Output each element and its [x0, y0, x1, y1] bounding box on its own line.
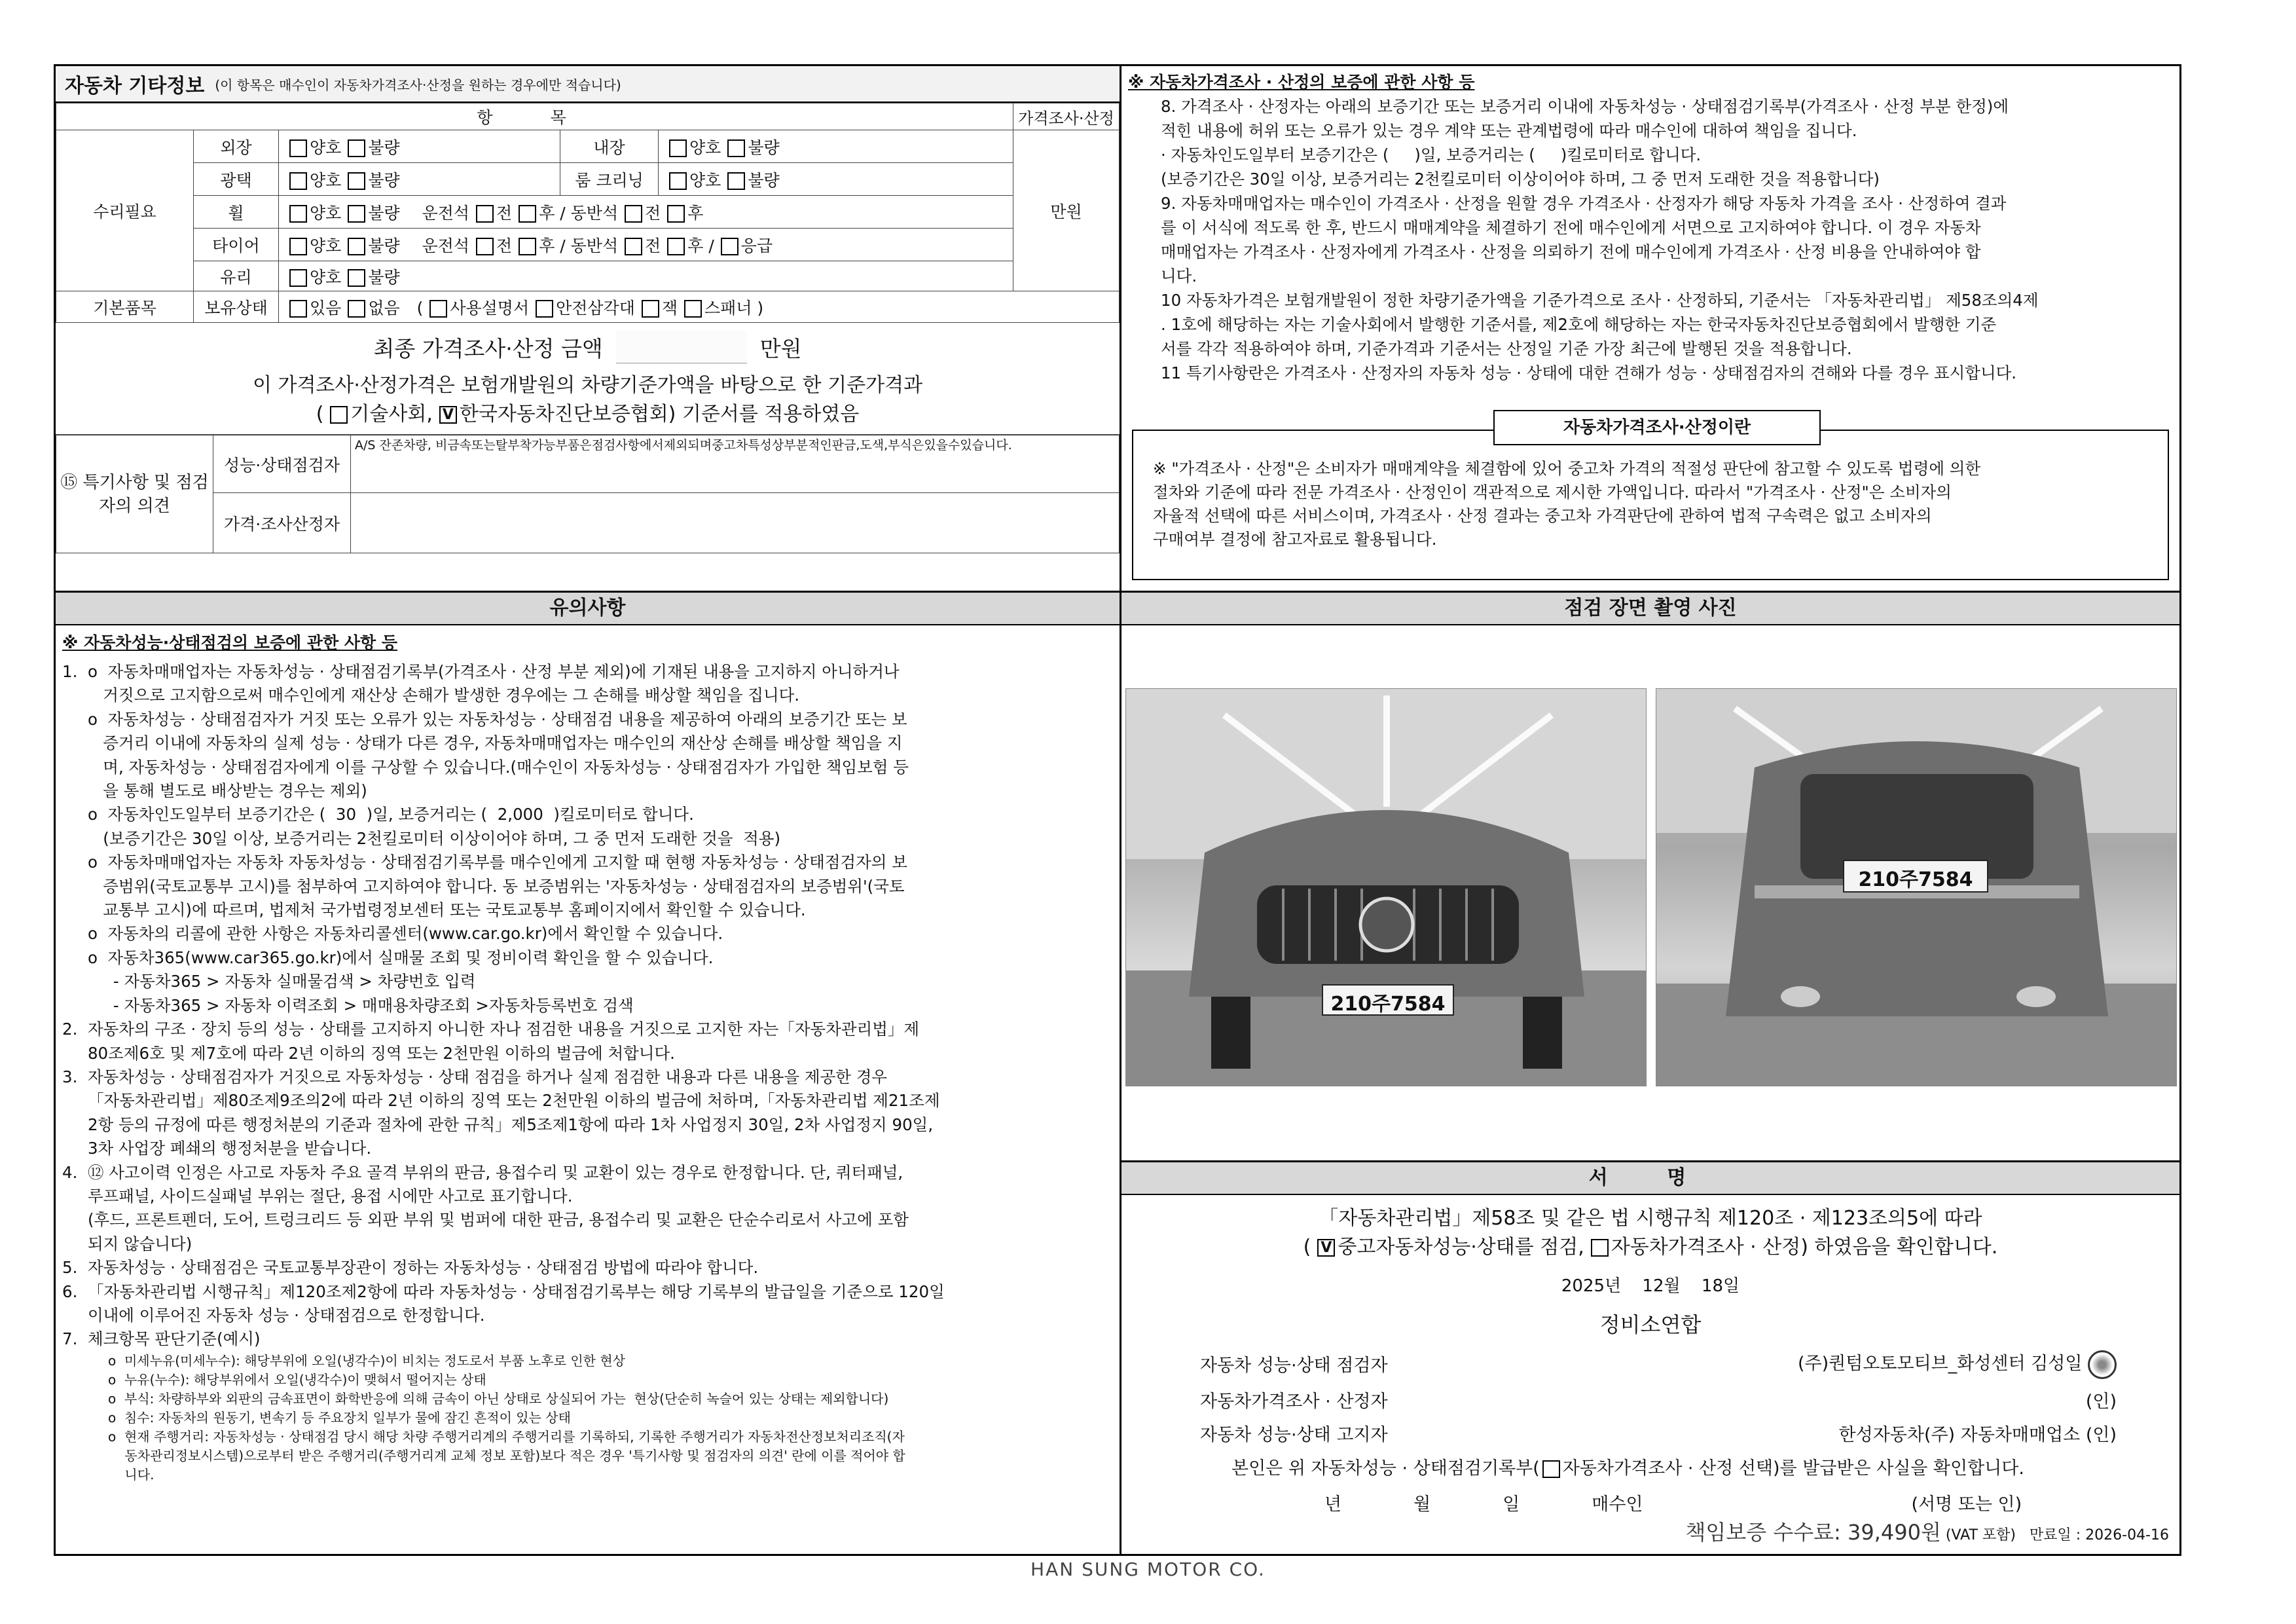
spanner-checkbox[interactable]: [684, 300, 702, 318]
rear-plate: 210주7584: [1858, 868, 1973, 891]
caution-title: 유의사항: [56, 593, 1120, 625]
notifier-role: 자동차 성능·상태 고지자: [1200, 1424, 1388, 1445]
footer-company: HAN SUNG MOTOR CO.: [1030, 1559, 1266, 1580]
tire-passenger-front-checkbox[interactable]: [625, 238, 642, 255]
caution-line: 5. 자동차성능 · 상태점검은 국토교통부장관이 정하는 자동차성능 · 상태점검 방법에 따라야 합니다.: [62, 1258, 759, 1278]
year-unit: 년: [1605, 1276, 1622, 1296]
criteria-line: o 부식: 차량하부와 외판의 금속표면이 화학반응에 의해 금속이 아닌 상태로 상실되어 가는 현상(단순히 녹슬어 있는 상태는 제외합니다): [108, 1390, 889, 1407]
has-checkbox[interactable]: [289, 300, 307, 318]
definition-line: 자율적 선택에 따른 서비스이며, 가격조사 · 산정 결과는 중고차 가격판단에 관하여 법적 구속력은 없고 소비자의: [1153, 506, 1932, 525]
col-price-header: 가격조사·산정: [1013, 103, 1120, 130]
rear-label: 후: [687, 203, 704, 223]
bad-label: 불량: [748, 170, 780, 190]
caution-line: (보증기간은 30일 이상, 보증거리는 2천킬로미터 이상이어야 하며, 그 중 먼저 도래한 것을 적용): [62, 828, 781, 848]
guarantee-section: [1121, 66, 2179, 593]
room-good-checkbox[interactable]: [669, 172, 687, 190]
photos-title: 점검 장면 촬영 사진: [1121, 593, 2179, 625]
caution-line: 4. ⑫ 사고이력 인정은 사고로 자동차 주요 골격 부위의 판금, 용접수리 및 교환이 있는 경우로 한정합니다. 단, 쿼터패널,: [62, 1162, 903, 1182]
final-amount-label: 최종 가격조사·산정 금액: [373, 335, 603, 361]
caution-line: 며, 자동차성능 · 상태점검자에게 이를 구상할 수 있습니다.(매수인이 자동차성능 · 상태점검자가 가입한 책임보험 등: [62, 757, 909, 777]
caution-list: [62, 660, 1113, 1352]
rear-photo: [1656, 688, 2177, 1086]
row-glass-label: 유리: [194, 261, 279, 291]
caution-line: 80조제6호 및 제7호에 따라 2년 이하의 징역 또는 2천만원 이하의 벌금에 처합니다.: [62, 1043, 675, 1063]
exterior-bad-checkbox[interactable]: [348, 139, 365, 157]
caution-section: [56, 593, 1120, 1554]
guarantee-list: [1128, 94, 2173, 385]
wheel-passenger-front-checkbox[interactable]: [625, 205, 642, 223]
good-label: 양호: [310, 138, 342, 157]
basis-line1: 이 가격조사·산정가격은 보험개발원의 차량기준가액을 바탕으로 한 기준가격과: [252, 374, 923, 397]
confirm-line: [1231, 1454, 2179, 1479]
possession-label: 보유상태: [194, 291, 279, 323]
final-amount-input[interactable]: [616, 331, 747, 363]
guarantee-title: ※ 자동차가격조사 · 산정의 보증에 관한 사항 등: [1128, 73, 1475, 92]
inspector-role: 자동차 성능·상태 점검자: [1200, 1356, 1388, 1376]
bad-label: 불량: [748, 138, 780, 157]
buyer-day-unit: 일: [1503, 1494, 1520, 1515]
caution-line: 3차 사업장 폐쇄의 행정처분을 받습니다.: [62, 1139, 372, 1158]
caution-line: 교통부 고시)에 따르며, 법제처 국가법령정보센터 또는 국토교통부 홈페이지에서 확인할 수 있습니다.: [62, 900, 806, 920]
front-label: 전: [645, 236, 661, 255]
tire-driver-rear-checkbox[interactable]: [519, 238, 536, 255]
appraiser-role: 자동차가격조사 · 산정자: [1200, 1391, 1388, 1412]
bad-label: 불량: [368, 203, 400, 223]
wheel-good-checkbox[interactable]: [289, 205, 307, 223]
criteria-list: [62, 1352, 1113, 1485]
law-line: 「자동차관리법」제58조 및 같은 법 시행규칙 제120조 · 제123조의5에 따라: [1319, 1207, 1982, 1230]
other-info-title: 자동차 기타정보: [65, 75, 205, 98]
definition-line: 구매여부 결정에 참고자료로 활용됩니다.: [1153, 530, 1437, 549]
basis-opt1: 기술사회,: [350, 403, 433, 426]
law-statement: 「자동차관리법」제58조 및 같은 법 시행규칙 제120조 · 제123조의5에 따라 ( V 중고자동차성능·상태를 점검, 자동차가격조사 · 산정) 하였음을 확인합니다.: [1121, 1204, 2179, 1262]
issue-year: 2025: [1561, 1276, 1605, 1296]
none-checkbox[interactable]: [348, 300, 365, 318]
seal-icon: [2088, 1350, 2117, 1379]
criteria-line: o 침수: 자동차의 원동기, 변속기 등 주요장치 일부가 물에 잠긴 흔적이 있는 상태: [108, 1409, 571, 1426]
buyer-year-unit: 년: [1324, 1494, 1342, 1515]
left-column: [56, 66, 1121, 1554]
special-remarks-table: [56, 435, 1120, 553]
basis-tech-checkbox[interactable]: [330, 406, 348, 424]
signature-table: [1200, 1345, 2117, 1450]
bad-label: 불량: [368, 138, 400, 157]
row-room-label: 룸 크리닝: [560, 163, 659, 196]
appraiser-seal[interactable]: (인): [2085, 1391, 2117, 1412]
buyer-label: 매수인: [1592, 1494, 1643, 1515]
jack-label: 잭: [661, 298, 678, 318]
price-unit: 만원: [1013, 130, 1120, 291]
inspector-label: 성능·상태점검자: [213, 435, 351, 493]
front-photo: [1125, 688, 1647, 1086]
criteria-line: o 미세누유(미세누수): 해당부위에 오일(냉각수)이 비치는 정도로서 부품 노후로 인한 현상: [108, 1352, 625, 1369]
right-column: [1121, 66, 2179, 1554]
tire-good-checkbox[interactable]: [289, 238, 307, 255]
guarantee-line: 9. 자동차매매업자는 매수인이 가격조사 · 산정을 원할 경우 가격조사 · 산정자가 해당 자동차 가격을 조사 · 산정하여 결과: [1161, 194, 2007, 213]
row-tire-label: 타이어: [194, 229, 279, 261]
caution-body: [56, 625, 1120, 1490]
bad-label: 불량: [368, 170, 400, 190]
caution-line: - 자동차365 > 자동차 실매물검색 > 차량번호 입력: [62, 972, 476, 991]
other-info-table: 항 목 가격조사·산정 수리필요 외장 양호 불량 내장 양호 불량 만원 광택 양호 불량 룸 크리닝 양호 불량 휠 양호 불량 운전석 전 후 / 동반석 전 후 타이어 양호 불량 운전석 전 후 / 동반석 전 후 / 응급 유리 양호 불량 기본품목 보유상태 있음 없음 ( 사용설명서 안전삼각대 잭 스패너 ): [56, 103, 1120, 323]
tire-passenger-rear-checkbox[interactable]: [667, 238, 685, 255]
caution-line: 3. 자동차성능 · 상태점검자가 거짓으로 자동차성능 · 상태 점검을 하거나 실제 점검한 내용과 다른 내용을 제공한 경우: [62, 1067, 888, 1086]
criteria-line: o 누유(누수): 해당부위에서 오일(냉각수)이 맺혀서 떨어지는 상태: [108, 1371, 486, 1388]
buyer-row: [1324, 1490, 2176, 1515]
glass-bad-checkbox[interactable]: [348, 269, 365, 287]
appraisal-definition-title: 자동차가격조사·산정이란: [1493, 410, 1821, 445]
col-item-header: 항 목: [56, 103, 1013, 130]
tire-emergency-checkbox[interactable]: [721, 238, 738, 255]
tire-driver-front-checkbox[interactable]: [476, 238, 494, 255]
final-amount-unit: 만원: [759, 335, 802, 361]
signature-title: 서 명: [1121, 1162, 2179, 1195]
caution-line: o 자동차365(www.car365.go.kr)에서 실매물 조회 및 정비이력 확인을 할 수 있습니다.: [62, 948, 714, 967]
good-label: 양호: [310, 236, 342, 255]
guarantee-line: (보증기간은 30일 이상, 보증거리는 2천킬로미터 이상이어야 하며, 그 중 먼저 도래한 것을 적용합니다): [1161, 170, 1880, 189]
inspector-name: (주)퀀텀오토모티브_화성센터 김성일: [1798, 1354, 2083, 1374]
front-label: 전: [496, 236, 513, 255]
other-info-header: [56, 66, 1120, 103]
confirm-appraisal-checkbox[interactable]: [1542, 1460, 1560, 1478]
special-label: ⑮ 특기사항 및 점검자의 의견: [56, 435, 213, 553]
other-info-section: [56, 66, 1120, 593]
guarantee-line: . 1호에 해당하는 자는 기술사회에서 발행한 기준서를, 제2호에 해당하는 자는 한국자동차진단보증협회에서 발행한 기준: [1161, 315, 1997, 334]
guarantee-line: 니다.: [1161, 267, 1197, 286]
issue-date: [1121, 1272, 2179, 1297]
caution-line: o 자동차성능 · 상태점검자가 거짓 또는 오류가 있는 자동차성능 · 상태점검 내용을 제공하여 아래의 보증기간 또는 보: [62, 709, 907, 729]
driver-seat-label: 운전석: [422, 236, 470, 255]
rear-passenger-label: 후 / 동반석: [539, 236, 619, 255]
exterior-good-checkbox[interactable]: [289, 139, 307, 157]
definition-line: ※ "가격조사 · 산정"은 소비자가 매매계약을 체결함에 있어 중고차 가격의 적절성 판단에 참고할 수 있도록 법령에 의한: [1153, 459, 1981, 478]
wheel-bad-checkbox[interactable]: [348, 205, 365, 223]
good-label: 양호: [689, 138, 721, 157]
appraisal-definition-box: [1132, 418, 2169, 580]
caution-line: 6. 「자동차관리법 시행규칙」제120조제2항에 따라 자동차성능 · 상태점검기록부는 해당 기록부의 발급일을 기준으로 120일: [62, 1282, 945, 1301]
good-label: 양호: [689, 170, 721, 190]
notifier-seal[interactable]: (인): [2085, 1424, 2117, 1445]
vat-label: (VAT 포함): [1945, 1527, 2016, 1543]
guarantee-line: · 자동차인도일부터 보증기간은 ( )일, 보증거리는 ( )킬로미터로 합니다.: [1161, 145, 1702, 164]
basis-statement: 이 가격조사·산정가격은 보험개발원의 차량기준가액을 바탕으로 한 기준가격과 ( 기술사회, V 한국자동차진단보증협회) 기준서를 적용하였음: [56, 371, 1120, 435]
price-appraisal-checkbox[interactable]: [1591, 1239, 1609, 1257]
guarantee-line: 매매업자는 가격조사 · 산정자에게 가격조사 · 산정을 의뢰하기 전에 매수인에게 가격조사 · 산정 비용을 안내하여야 합: [1161, 242, 1981, 261]
final-amount-row: [56, 323, 1120, 371]
guarantee-line: 를 이 서식에 적도록 한 후, 반드시 매매계약을 체결하기 전에 매수인에게 서면으로 고지하여야 합니다. 이 경우 자동차: [1161, 218, 1981, 237]
bad-label: 불량: [368, 267, 400, 287]
guarantee-line: 11 특기사항란은 가격조사 · 산정자의 자동차 성능 · 상태에 대한 견해가 성능 · 상태점검자의 견해와 다를 경우 표시합니다.: [1161, 363, 2017, 382]
expiry-date: 만료일 : 2026-04-16: [2029, 1527, 2169, 1543]
manual-checkbox[interactable]: [429, 300, 447, 318]
used-car-inspection-checkbox[interactable]: V: [1317, 1239, 1335, 1257]
wheel-driver-front-checkbox[interactable]: [476, 205, 494, 223]
opt2-label: 자동차가격조사 · 산정) 하였음을 확인합니다.: [1611, 1236, 1998, 1259]
basis-opt2: 한국자동차진단보증협회) 기준서를 적용하였음: [459, 403, 860, 426]
good-label: 양호: [310, 267, 342, 287]
guarantee-line: 적힌 내용에 허위 또는 오류가 있는 경우 계약 또는 관계법령에 따라 매수인에 대하여 책임을 집니다.: [1161, 121, 1857, 140]
signature-section: [1121, 1162, 2179, 1554]
repair-label: 수리필요: [56, 130, 194, 291]
appraiser-label: 가격·조사산정자: [213, 493, 351, 553]
gloss-good-checkbox[interactable]: [289, 172, 307, 190]
row-gloss-label: 광택: [194, 163, 279, 196]
fee-row: [1686, 1516, 2170, 1546]
row-exterior-label: 외장: [194, 130, 279, 163]
caution-line: 증거리 이내에 자동차의 실제 성능 · 상태가 다른 경우, 자동차매매업자는 매수인의 재산상 손해를 배상할 책임을 지: [62, 733, 903, 753]
caution-line: 2. 자동차의 구조 · 장치 등의 성능 · 상태를 고지하지 아니한 자나 점검한 내용을 거짓으로 고지한 자는「자동차관리법」제: [62, 1020, 920, 1039]
appraisal-definition-text: [1133, 431, 2168, 551]
good-label: 양호: [310, 203, 342, 223]
spanner-label: 스패너 ): [704, 298, 764, 318]
appraiser-remarks[interactable]: [351, 493, 1120, 553]
definition-line: 절차와 기준에 따라 전문 가격조사 · 산정인이 객관적으로 제시한 가액입니다. 따라서 "가격조사 · 산정"은 소비자의: [1153, 483, 1952, 502]
guarantee-line: 8. 가격조사 · 산정자는 아래의 보증기간 또는 보증거리 이내에 자동차성능 · 상태점검기록부(가격조사 · 산정 부분 한정)에: [1161, 97, 2009, 116]
notifier-name: 한성자동차(주) 자동차매매업소: [1838, 1424, 2081, 1445]
day-unit: 일: [1723, 1276, 1740, 1296]
tire-bad-checkbox[interactable]: [348, 238, 365, 255]
caution-line: 2항 등의 규정에 따른 행정처분의 기준과 절차에 관한 규칙」제5조제1항에 따라 1차 사업정지 30일, 2차 사업정지 90일,: [62, 1115, 934, 1134]
room-bad-checkbox[interactable]: [727, 172, 745, 190]
interior-good-checkbox[interactable]: [669, 139, 687, 157]
criteria-line: o 현재 주행거리: 자동차성능 · 상태점검 당시 해당 차량 주행거리계의 주행거리를 기록하되, 기록한 주행거리가 자동차전산정보처리조직(자: [108, 1428, 905, 1445]
emergency-label: 응급: [740, 236, 773, 255]
wheel-driver-rear-checkbox[interactable]: [519, 205, 536, 223]
other-info-note: (이 항목은 매수인이 자동차가격조사·산정을 원하는 경우에만 적습니다): [215, 77, 621, 93]
caution-line: 「자동차관리법」제80조제9조의2에 따라 2년 이하의 징역 또는 2천만원 이하의 벌금에 처하며,「자동차관리법 제21조제: [62, 1091, 940, 1111]
organization: 정비소연합: [1599, 1312, 1702, 1337]
confirm-post: 자동차가격조사 · 산정 선택)를 발급받은 사실을 확인합니다.: [1562, 1458, 2024, 1479]
none-label: 없음: [368, 298, 400, 318]
manual-label: 사용설명서: [450, 298, 530, 318]
caution-line: 증범위(국토교통부 고시)를 첨부하여 고지하여야 합니다. 동 보증범위는 '자동차성능 · 상태점검자의 보증범위'(국토: [62, 876, 905, 896]
bad-label: 불량: [368, 236, 400, 255]
front-plate: 210주7584: [1330, 993, 1446, 1016]
inspector-remarks: A/S 잔존차량, 비금속또는탈부착가능부품은점검사항에서제외되며중고차특성상부분적인판금,도색,부식은있을수있습니다.: [351, 435, 1120, 493]
guarantee-line: 서를 각각 적용하여야 하며, 기준가격과 기준서는 산정일 기준 가장 최근에 발행된 것을 적용합니다.: [1161, 339, 1852, 358]
caution-line: (후드, 프론트펜더, 도어, 트렁크리드 등 외판 부위 및 범퍼에 대한 판금, 용접수리 및 교환은 단순수리로서 사고에 포함: [62, 1210, 909, 1230]
triangle-label: 안전삼각대: [556, 298, 635, 318]
inspection-record-page: [54, 64, 2181, 1556]
opt1-label: 중고자동차성능·상태를 점검,: [1338, 1236, 1584, 1259]
buyer-sign[interactable]: (서명 또는 인): [1911, 1494, 2022, 1515]
issue-day: 18: [1701, 1276, 1723, 1296]
gloss-bad-checkbox[interactable]: [348, 172, 365, 190]
caution-line: o 자동차매매업자는 자동차 자동차성능 · 상태점검기록부를 매수인에게 고지할 때 현행 자동차성능 · 상태점검자의 보: [62, 853, 907, 872]
caution-line: - 자동차365 > 자동차 이력조회 > 매매용차량조회 >자동차등록번호 검색: [62, 995, 634, 1015]
glass-good-checkbox[interactable]: [289, 269, 307, 287]
month-unit: 월: [1664, 1276, 1681, 1296]
caution-line: o 자동차의 리콜에 관한 사항은 자동차리콜센터(www.car.go.kr)에서 확인할 수 있습니다.: [62, 924, 723, 944]
criteria-line: 니다.: [108, 1466, 155, 1483]
rear-passenger-label: 후 / 동반석: [539, 203, 619, 223]
fee-label: 책임보증 수수료: 39,490원: [1685, 1520, 1941, 1545]
caution-line: 루프패널, 사이드실패널 부위는 절단, 용접 시에만 사고로 표기합니다.: [62, 1186, 573, 1206]
row-wheel-label: 휠: [194, 196, 279, 229]
caution-line: 7. 체크항목 판단기준(예시): [62, 1329, 261, 1349]
triangle-checkbox[interactable]: [536, 300, 553, 318]
jack-checkbox[interactable]: [642, 300, 659, 318]
confirm-pre: 본인은 위 자동차성능 · 상태점검기록부(: [1231, 1458, 1540, 1479]
row-interior-label: 내장: [560, 130, 659, 163]
has-label: 있음: [310, 298, 342, 318]
issue-month: 12: [1642, 1276, 1664, 1296]
basic-items-label: 기본품목: [56, 291, 194, 323]
caution-line: 되지 않습니다): [62, 1234, 192, 1253]
guarantee-line: 10 자동차가격은 보험개발원이 정한 차량기준가액을 기준가격으로 조사 · 산정하되, 기준서는 「자동차관리법」 제58조의4제: [1161, 291, 2039, 310]
front-car-image: [1126, 689, 1647, 1086]
driver-seat-label: 운전석: [422, 203, 470, 223]
basis-kadg-checkbox[interactable]: V: [439, 406, 457, 424]
caution-line: 을 통해 별도로 배상받는 경우는 제외): [62, 781, 367, 801]
front-label: 전: [496, 203, 513, 223]
good-label: 양호: [310, 170, 342, 190]
caution-line: 1. o 자동차매매업자는 자동차성능 · 상태점검기록부(가격조사 · 산정 부분 제외)에 기재된 내용을 고지하지 아니하거나: [62, 662, 900, 681]
rear-label: 후 /: [687, 236, 714, 255]
interior-bad-checkbox[interactable]: [727, 139, 745, 157]
wheel-passenger-rear-checkbox[interactable]: [667, 205, 685, 223]
caution-subtitle: ※ 자동차성능·상태점검의 보증에 관한 사항 등: [62, 633, 398, 652]
caution-line: o 자동차인도일부터 보증기간은 ( 30 )일, 보증거리는 ( 2,000 )킬로미터로 합니다.: [62, 805, 694, 824]
caution-line: 이내에 이루어진 자동차 성능 · 상태점검으로 한정합니다.: [62, 1305, 485, 1325]
front-label: 전: [645, 203, 661, 223]
photos-section: [1121, 593, 2179, 1162]
buyer-month-unit: 월: [1413, 1494, 1431, 1515]
caution-line: 거짓으로 고지함으로써 매수인에게 재산상 손해가 발생한 경우에는 그 손해를 배상할 책임을 집니다.: [62, 686, 800, 705]
criteria-line: 동차관리정보시스템)으로부터 받은 주행거리(주행거리계 교체 정보 포함)보다 적은 경우 '특기사항 및 점검자의 의견' 란에 이를 적어야 합: [108, 1447, 905, 1464]
